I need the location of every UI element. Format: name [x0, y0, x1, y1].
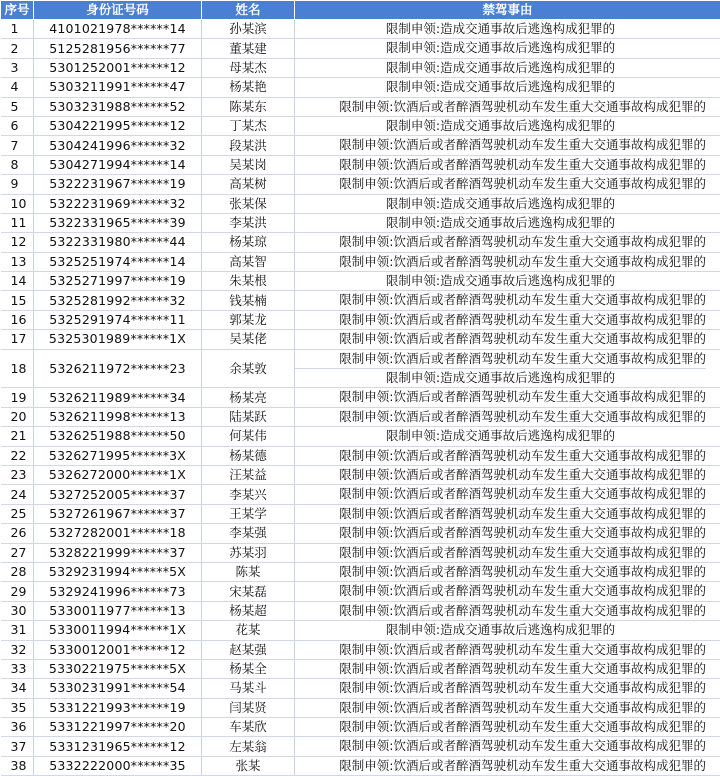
row-name: 孙某滨 [202, 20, 295, 39]
row-name: 苏某羽 [202, 543, 295, 562]
table-row [1, 252, 720, 271]
row-id-number: 5304241996******32 [34, 136, 202, 155]
row-id-number: 5326271995******3X [34, 446, 202, 465]
row-id-number: 5327282001******18 [34, 524, 202, 543]
ban-reason-text: 限制申领:饮酒后或者醉酒驾驶机动车发生重大交通事故构成犯罪的 [295, 563, 706, 581]
ban-reason-text: 限制申领:饮酒后或者醉酒驾驶机动车发生重大交通事故构成犯罪的 [295, 447, 706, 465]
row-ban-reason [295, 407, 720, 426]
row-ban-reason [295, 39, 720, 58]
row-id-number: 5325301989******1X [34, 330, 202, 349]
table-row [1, 20, 720, 39]
table-row [1, 679, 720, 698]
row-seq: 35 [1, 698, 34, 717]
table-row [1, 659, 720, 678]
row-id-number: 5304221995******12 [34, 116, 202, 135]
ban-reason-text: 限制申领:造成交通事故后逃逸构成犯罪的 [295, 78, 706, 96]
row-name: 钱某楠 [202, 291, 295, 310]
row-name: 杨某全 [202, 659, 295, 678]
row-ban-reason [295, 446, 720, 465]
header-name: 姓名 [202, 1, 295, 20]
row-name: 陈某 [202, 562, 295, 581]
row-ban-reason [295, 562, 720, 581]
row-seq: 9 [1, 175, 34, 194]
row-seq: 26 [1, 524, 34, 543]
row-name: 段某洪 [202, 136, 295, 155]
ban-reason-text: 限制申领:饮酒后或者醉酒驾驶机动车发生重大交通事故构成犯罪的 [295, 311, 706, 329]
table-row [1, 175, 720, 194]
row-id-number: 5125281956******77 [34, 39, 202, 58]
header-ban-reason: 禁驾事由 [295, 1, 720, 20]
row-seq: 4 [1, 78, 34, 97]
row-id-number: 5304271994******14 [34, 155, 202, 174]
ban-reason-text: 限制申领:饮酒后或者醉酒驾驶机动车发生重大交通事故构成犯罪的 [295, 660, 706, 678]
table-row [1, 504, 720, 523]
row-name: 高某智 [202, 252, 295, 271]
row-id-number: 5325281992******32 [34, 291, 202, 310]
row-id-number: 5325291974******11 [34, 310, 202, 329]
row-ban-reason [295, 136, 720, 155]
row-seq: 16 [1, 310, 34, 329]
row-name: 李某强 [202, 524, 295, 543]
row-name: 高某树 [202, 175, 295, 194]
row-ban-reason [295, 679, 720, 698]
row-id-number: 5330011994******1X [34, 621, 202, 640]
row-id-number: 5327261967******37 [34, 504, 202, 523]
row-name: 杨某德 [202, 446, 295, 465]
table-row [1, 349, 720, 388]
row-name: 何某伟 [202, 427, 295, 446]
ban-reason-text: 限制申领:饮酒后或者醉酒驾驶机动车发生重大交通事故构成犯罪的 [295, 175, 706, 193]
row-id-number: 5325271997******19 [34, 272, 202, 291]
row-ban-reason [295, 698, 720, 717]
row-id-number: 5326251988******50 [34, 427, 202, 446]
row-name: 杨某艳 [202, 78, 295, 97]
table-row [1, 446, 720, 465]
row-id-number: 5329241996******73 [34, 582, 202, 601]
row-seq: 22 [1, 446, 34, 465]
row-name: 杨某琼 [202, 233, 295, 252]
row-seq: 33 [1, 659, 34, 678]
row-seq: 8 [1, 155, 34, 174]
ban-reason-text: 限制申领:饮酒后或者醉酒驾驶机动车发生重大交通事故构成犯罪的 [295, 98, 706, 116]
row-ban-reason [295, 116, 720, 135]
ban-reason-text: 限制申领:饮酒后或者醉酒驾驶机动车发生重大交通事故构成犯罪的 [295, 253, 706, 271]
ban-reason-text: 限制申领:饮酒后或者醉酒驾驶机动车发生重大交通事故构成犯罪的 [295, 156, 706, 174]
table-row [1, 116, 720, 135]
row-name: 李某兴 [202, 485, 295, 504]
row-name: 吴某佬 [202, 330, 295, 349]
row-seq: 37 [1, 737, 34, 756]
row-name: 宋某磊 [202, 582, 295, 601]
header-row [1, 1, 720, 20]
row-name: 陈某东 [202, 97, 295, 116]
row-id-number: 5331221993******19 [34, 698, 202, 717]
ban-reason-text: 限制申领:饮酒后或者醉酒驾驶机动车发生重大交通事故构成犯罪的 [295, 466, 706, 484]
row-ban-reason [295, 175, 720, 194]
ban-reason-text: 限制申领:饮酒后或者醉酒驾驶机动车发生重大交通事故构成犯罪的 [295, 291, 706, 309]
row-id-number: 5303211991******47 [34, 78, 202, 97]
row-name: 郭某龙 [202, 310, 295, 329]
row-name: 陆某跃 [202, 407, 295, 426]
table-row [1, 718, 720, 737]
row-seq: 17 [1, 330, 34, 349]
table-row [1, 291, 720, 310]
row-name: 母某杰 [202, 58, 295, 77]
row-ban-reason [295, 20, 720, 39]
row-ban-reason [295, 485, 720, 504]
table-row [1, 524, 720, 543]
row-ban-reason [295, 291, 720, 310]
table-row [1, 272, 720, 291]
row-ban-reason [295, 97, 720, 116]
row-name: 张某 [202, 756, 295, 775]
row-seq: 27 [1, 543, 34, 562]
row-id-number: 5331231965******12 [34, 737, 202, 756]
row-id-number: 5322231967******19 [34, 175, 202, 194]
row-name: 张某保 [202, 194, 295, 213]
row-seq: 31 [1, 621, 34, 640]
row-id-number: 5328221999******37 [34, 543, 202, 562]
table-row [1, 407, 720, 426]
row-seq: 3 [1, 58, 34, 77]
ban-reason-text: 限制申领:饮酒后或者醉酒驾驶机动车发生重大交通事故构成犯罪的 [295, 641, 706, 659]
ban-reason-text: 限制申领:饮酒后或者醉酒驾驶机动车发生重大交通事故构成犯罪的 [295, 679, 706, 697]
row-seq: 6 [1, 116, 34, 135]
row-id-number: 5330012001******12 [34, 640, 202, 659]
row-name: 花某 [202, 621, 295, 640]
row-ban-reason [295, 252, 720, 271]
ban-reason-text: 限制申领:造成交通事故后逃逸构成犯罪的 [295, 621, 706, 639]
row-ban-reason [295, 194, 720, 213]
table-row [1, 698, 720, 717]
row-seq: 11 [1, 213, 34, 232]
row-id-number: 5326211972******23 [34, 349, 202, 388]
row-ban-reason [295, 524, 720, 543]
table-row [1, 640, 720, 659]
row-ban-reason [295, 155, 720, 174]
ban-reason-text: 限制申领:饮酒后或者醉酒驾驶机动车发生重大交通事故构成犯罪的 [295, 544, 706, 562]
row-seq: 14 [1, 272, 34, 291]
row-name: 赵某强 [202, 640, 295, 659]
row-id-number: 5322231969******32 [34, 194, 202, 213]
row-id-number: 5327252005******37 [34, 485, 202, 504]
row-name: 左某翁 [202, 737, 295, 756]
row-ban-reason [295, 78, 720, 97]
row-seq: 23 [1, 465, 34, 484]
row-seq: 5 [1, 97, 34, 116]
table-row [1, 388, 720, 407]
table-row [1, 155, 720, 174]
table-row [1, 39, 720, 58]
table-row [1, 543, 720, 562]
row-seq: 25 [1, 504, 34, 523]
table-row [1, 97, 720, 116]
row-ban-reason [295, 427, 720, 446]
ban-reason-text: 限制申领:饮酒后或者醉酒驾驶机动车发生重大交通事故构成犯罪的 [295, 602, 706, 620]
ban-reason-text: 限制申领:造成交通事故后逃逸构成犯罪的 [295, 20, 706, 38]
row-seq: 28 [1, 562, 34, 581]
row-id-number: 5326211989******34 [34, 388, 202, 407]
row-name: 杨某超 [202, 601, 295, 620]
row-id-number: 5331221997******20 [34, 718, 202, 737]
row-seq: 21 [1, 427, 34, 446]
row-seq: 13 [1, 252, 34, 271]
row-id-number: 5326211998******13 [34, 407, 202, 426]
ban-reason-text: 限制申领:饮酒后或者醉酒驾驶机动车发生重大交通事故构成犯罪的 [295, 524, 706, 542]
row-id-number: 5332222000******35 [34, 756, 202, 775]
header-seq: 序号 [1, 1, 34, 20]
row-name: 丁某杰 [202, 116, 295, 135]
row-seq: 32 [1, 640, 34, 659]
row-ban-reason [295, 737, 720, 756]
ban-reason-text: 限制申领:饮酒后或者醉酒驾驶机动车发生重大交通事故构成犯罪的 [295, 757, 706, 775]
table-row [1, 737, 720, 756]
row-name: 汪某益 [202, 465, 295, 484]
ban-reason-text: 限制申领:饮酒后或者醉酒驾驶机动车发生重大交通事故构成犯罪的 [295, 408, 706, 426]
row-name: 杨某亮 [202, 388, 295, 407]
ban-reason-text: 限制申领:饮酒后或者醉酒驾驶机动车发生重大交通事故构成犯罪的 [295, 330, 706, 348]
ban-reason-text: 限制申领:造成交通事故后逃逸构成犯罪的 [295, 368, 706, 387]
row-id-number: 5322331980******44 [34, 233, 202, 252]
ban-reason-text: 限制申领:造成交通事故后逃逸构成犯罪的 [295, 117, 706, 135]
table-row [1, 194, 720, 213]
table-row [1, 562, 720, 581]
row-seq: 12 [1, 233, 34, 252]
row-seq: 34 [1, 679, 34, 698]
row-ban-reason [295, 582, 720, 601]
table-row [1, 621, 720, 640]
row-ban-reason [295, 465, 720, 484]
row-name: 朱某根 [202, 272, 295, 291]
row-id-number: 4101021978******14 [34, 20, 202, 39]
table-row [1, 427, 720, 446]
ban-reason-text: 限制申领:饮酒后或者醉酒驾驶机动车发生重大交通事故构成犯罪的 [295, 718, 706, 736]
row-seq: 30 [1, 601, 34, 620]
table-row [1, 233, 720, 252]
row-ban-reason [295, 330, 720, 349]
row-name: 余某敦 [202, 349, 295, 388]
ban-reason-text: 限制申领:造成交通事故后逃逸构成犯罪的 [295, 427, 706, 445]
row-ban-reason [295, 58, 720, 77]
table-row [1, 485, 720, 504]
ban-reason-text: 限制申领:饮酒后或者醉酒驾驶机动车发生重大交通事故构成犯罪的 [295, 233, 706, 251]
row-ban-reason [295, 640, 720, 659]
ban-reason-text: 限制申领:饮酒后或者醉酒驾驶机动车发生重大交通事故构成犯罪的 [295, 737, 706, 755]
header-id-number: 身份证号码 [34, 1, 202, 20]
table-row [1, 582, 720, 601]
row-name: 闫某贤 [202, 698, 295, 717]
row-ban-reason [295, 718, 720, 737]
table-row [1, 78, 720, 97]
row-seq: 36 [1, 718, 34, 737]
row-name: 王某学 [202, 504, 295, 523]
row-seq: 10 [1, 194, 34, 213]
ban-reason-text: 限制申领:饮酒后或者醉酒驾驶机动车发生重大交通事故构成犯罪的 [295, 388, 706, 406]
row-id-number: 5303231988******52 [34, 97, 202, 116]
row-seq: 19 [1, 388, 34, 407]
row-ban-reason [295, 310, 720, 329]
table-row [1, 330, 720, 349]
row-name: 吴某岗 [202, 155, 295, 174]
row-id-number: 5322331965******39 [34, 213, 202, 232]
table-row [1, 58, 720, 77]
ban-reason-text: 限制申领:造成交通事故后逃逸构成犯罪的 [295, 59, 706, 77]
ban-reason-text: 限制申领:饮酒后或者醉酒驾驶机动车发生重大交通事故构成犯罪的 [295, 505, 706, 523]
row-name: 马某斗 [202, 679, 295, 698]
row-seq: 15 [1, 291, 34, 310]
row-ban-reason [295, 543, 720, 562]
row-id-number: 5301252001******12 [34, 58, 202, 77]
row-seq: 1 [1, 20, 34, 39]
row-ban-reason [295, 621, 720, 640]
row-name: 李某洪 [202, 213, 295, 232]
row-ban-reason [295, 272, 720, 291]
ban-reason-text: 限制申领:造成交通事故后逃逸构成犯罪的 [295, 39, 706, 57]
row-ban-reason [295, 388, 720, 407]
ban-reason-text: 限制申领:饮酒后或者醉酒驾驶机动车发生重大交通事故构成犯罪的 [295, 485, 706, 503]
row-seq: 20 [1, 407, 34, 426]
row-seq: 24 [1, 485, 34, 504]
ban-reason-text: 限制申领:饮酒后或者醉酒驾驶机动车发生重大交通事故构成犯罪的 [295, 350, 706, 368]
row-ban-reason [295, 659, 720, 678]
table-row [1, 465, 720, 484]
ban-reason-text: 限制申领:饮酒后或者醉酒驾驶机动车发生重大交通事故构成犯罪的 [295, 582, 706, 600]
row-id-number: 5326272000******1X [34, 465, 202, 484]
ban-reason-text: 限制申领:造成交通事故后逃逸构成犯罪的 [295, 214, 706, 232]
ban-reason-text: 限制申领:造成交通事故后逃逸构成犯罪的 [295, 272, 706, 290]
table-row [1, 310, 720, 329]
row-name: 董某建 [202, 39, 295, 58]
row-id-number: 5329231994******5X [34, 562, 202, 581]
row-seq: 7 [1, 136, 34, 155]
row-id-number: 5330011977******13 [34, 601, 202, 620]
row-seq: 29 [1, 582, 34, 601]
table-row [1, 213, 720, 232]
row-ban-reason [295, 213, 720, 232]
ban-reason-text: 限制申领:饮酒后或者醉酒驾驶机动车发生重大交通事故构成犯罪的 [295, 136, 706, 154]
row-ban-reason [295, 233, 720, 252]
row-seq: 2 [1, 39, 34, 58]
row-ban-reason [295, 601, 720, 620]
row-ban-reason [295, 349, 720, 388]
table-body [1, 20, 720, 776]
row-name: 车某欣 [202, 718, 295, 737]
row-seq: 18 [1, 349, 34, 388]
table-row [1, 601, 720, 620]
row-id-number: 5325251974******14 [34, 252, 202, 271]
row-id-number: 5330221975******5X [34, 659, 202, 678]
ban-reason-text: 限制申领:造成交通事故后逃逸构成犯罪的 [295, 195, 706, 213]
row-seq: 38 [1, 756, 34, 775]
ban-reason-text: 限制申领:饮酒后或者醉酒驾驶机动车发生重大交通事故构成犯罪的 [295, 699, 706, 717]
row-id-number: 5330231991******54 [34, 679, 202, 698]
row-ban-reason [295, 504, 720, 523]
table-row [1, 136, 720, 155]
